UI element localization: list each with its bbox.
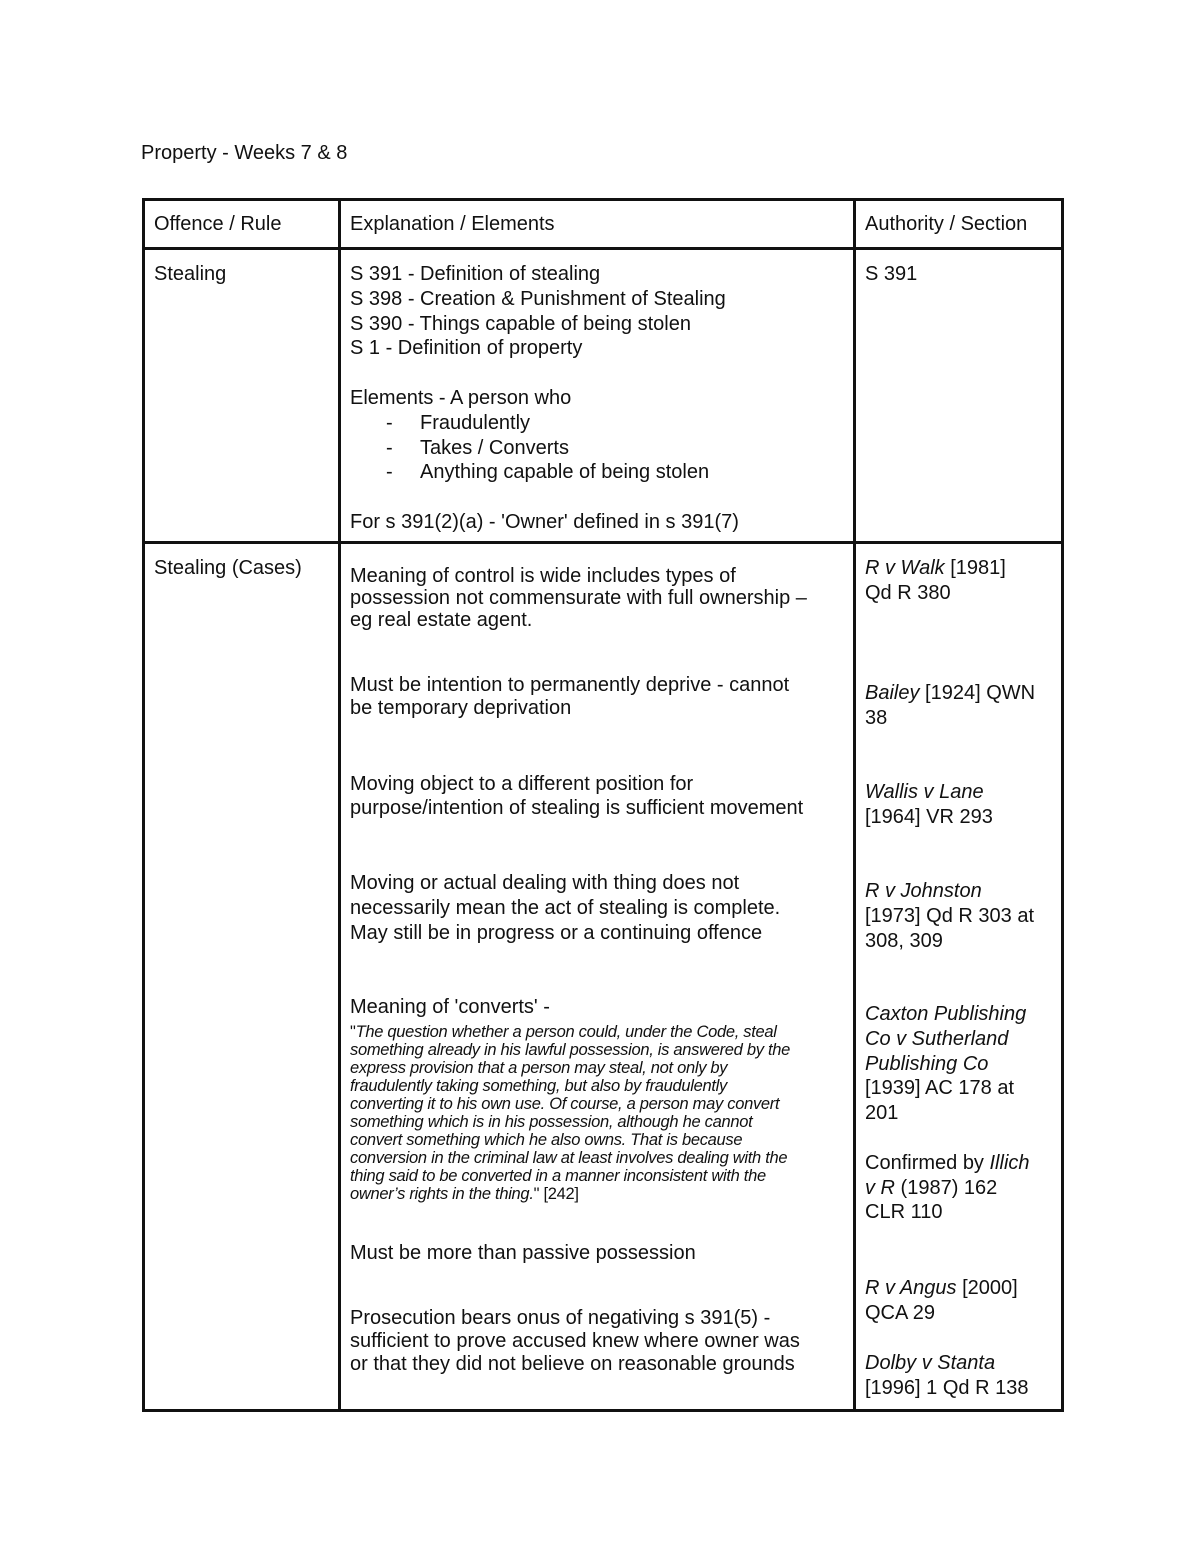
quote-open: " xyxy=(350,1023,356,1041)
case-name: Illich xyxy=(989,1151,1030,1174)
authority-label: S 391 xyxy=(865,263,918,285)
quote-block xyxy=(350,1023,845,1203)
citation: (1987) 162 xyxy=(895,1176,998,1199)
citation: CLR 110 xyxy=(865,1201,943,1224)
authority-angus xyxy=(865,1276,1018,1326)
explanation-converts xyxy=(350,995,845,1203)
explanation-control xyxy=(350,565,807,631)
elements-list xyxy=(350,411,849,485)
quote-line: convert something which he also owns. That is because xyxy=(350,1131,743,1149)
text-line: Meaning of control is wide includes types of xyxy=(350,565,736,587)
table-row-stealing-cases xyxy=(144,543,1063,1411)
text-line: or that they did not believe on reasonable grounds xyxy=(350,1353,795,1375)
quote-line: fraudulently taking something, but also by fraudulently xyxy=(350,1077,727,1095)
text-line: Must be intention to permanently deprive - cannot xyxy=(350,674,790,696)
list-item xyxy=(350,460,849,485)
quote-line: something already in his lawful possession, is answered by the xyxy=(350,1041,790,1059)
element-label: Takes / Converts xyxy=(420,436,569,459)
authority-walk xyxy=(865,556,1006,606)
citation: [1981] xyxy=(944,557,1006,579)
offence-label: Stealing xyxy=(154,263,227,285)
citation: [1924] QWN xyxy=(919,682,1036,704)
case-name: Caxton Publishing xyxy=(865,1003,1027,1025)
citation: [1996] 1 Qd R 138 xyxy=(865,1376,1029,1399)
explanation-onus xyxy=(350,1307,800,1376)
case-name: Co v Sutherland xyxy=(865,1027,1009,1050)
case-name: v R xyxy=(865,1176,895,1199)
element-label: Anything capable of being stolen xyxy=(420,461,710,484)
citation: 38 xyxy=(865,706,888,729)
header-explanation xyxy=(340,200,855,249)
cell-offence-cases xyxy=(144,543,340,1411)
citation: [2000] xyxy=(956,1277,1018,1299)
explanation-movement xyxy=(350,772,803,820)
explanation-dealing xyxy=(350,871,780,946)
quote-line: express provision that a person may steal, not only by xyxy=(350,1059,728,1077)
case-name: Bailey xyxy=(865,682,920,704)
text-line: Prosecution bears onus of negativing s 391(5) - xyxy=(350,1307,771,1329)
citation: [1939] AC 178 at xyxy=(865,1077,1015,1100)
cell-offence-stealing xyxy=(144,249,340,543)
case-name: Dolby v Stanta xyxy=(865,1352,996,1374)
quote-close: " [242] xyxy=(533,1185,579,1203)
case-name: Wallis v Lane xyxy=(865,781,984,803)
element-label: Fraudulently xyxy=(420,411,531,434)
owner-note: For s 391(2)(a) - 'Owner' defined in s 391(7) xyxy=(350,510,739,533)
header-offence xyxy=(144,200,340,249)
confirmed-label: Confirmed by xyxy=(865,1151,990,1174)
quote-line: something which is in his possession, although he cannot xyxy=(350,1113,753,1131)
header-authority-label: Authority / Section xyxy=(865,213,1028,235)
citation: 201 xyxy=(865,1102,899,1125)
text-line: May still be in progress or a continuing offence xyxy=(350,922,763,944)
text-line: be temporary deprivation xyxy=(350,697,572,719)
cell-explanation-stealing xyxy=(340,249,855,543)
authority-dolby xyxy=(865,1351,1028,1401)
cell-authority-cases xyxy=(855,543,1063,1411)
elements-intro: Elements - A person who xyxy=(350,386,572,409)
text-line: purpose/intention of stealing is sufficient movement xyxy=(350,797,804,819)
list-item xyxy=(350,436,849,461)
list-item xyxy=(350,411,849,436)
text-line: necessarily mean the act of stealing is complete. xyxy=(350,897,781,919)
document-title: Property - Weeks 7 & 8 xyxy=(141,142,348,164)
authority-caxton xyxy=(865,1002,1030,1225)
citation: [1964] VR 293 xyxy=(865,805,993,828)
section-line: S 391 - Definition of stealing xyxy=(350,263,601,285)
converts-heading: Meaning of 'converts' - xyxy=(350,996,550,1018)
offence-label: Stealing (Cases) xyxy=(154,557,302,579)
quote-line: The question whether a person could, under the Code, steal xyxy=(355,1023,777,1041)
section-line: S 390 - Things capable of being stolen xyxy=(350,312,691,335)
cell-authority-stealing xyxy=(855,249,1063,543)
case-name: Publishing Co xyxy=(865,1052,989,1075)
section-line: S 398 - Creation & Punishment of Stealing xyxy=(350,287,726,310)
citation: Qd R 380 xyxy=(865,581,951,604)
text-line: sufficient to prove accused knew where owner was xyxy=(350,1330,800,1352)
quote-line: converting it to his own use. Of course, a person may convert xyxy=(350,1095,780,1113)
explanation-intention xyxy=(350,674,789,720)
text-line: possession not commensurate with full ownership – xyxy=(350,587,807,609)
quote-line: conversion in the criminal law at least involves dealing with the xyxy=(350,1149,788,1167)
cell-explanation-cases xyxy=(340,543,855,1411)
authority-wallis xyxy=(865,780,993,830)
case-name: R v Angus xyxy=(865,1277,957,1299)
header-authority xyxy=(855,200,1063,249)
table-row-stealing xyxy=(144,249,1063,543)
text-line: Moving or actual dealing with thing does not xyxy=(350,872,740,894)
header-explanation-label: Explanation / Elements xyxy=(350,213,555,235)
section-line: S 1 - Definition of property xyxy=(350,337,583,360)
text-line: eg real estate agent. xyxy=(350,609,533,631)
dash-bullet: - xyxy=(386,411,393,434)
case-name: R v Walk xyxy=(865,557,945,579)
case-name: R v Johnston xyxy=(865,880,982,902)
dash-bullet: - xyxy=(386,436,393,459)
quote-line: owner’s rights in the thing. xyxy=(350,1185,534,1203)
dash-bullet: - xyxy=(386,461,393,484)
table-header-row xyxy=(144,200,1063,249)
citation: 308, 309 xyxy=(865,929,943,952)
explanation-passive: Must be more than passive possession xyxy=(350,1242,696,1264)
authority-bailey xyxy=(865,681,1035,731)
offences-table xyxy=(142,198,1064,1412)
text-line: Moving object to a different position for xyxy=(350,773,694,795)
authority-johnston xyxy=(865,879,1034,953)
citation: [1973] Qd R 303 at xyxy=(865,904,1035,927)
quote-line: thing said to be converted in a manner inconsistent with the xyxy=(350,1167,766,1185)
citation: QCA 29 xyxy=(865,1301,936,1324)
header-offence-label: Offence / Rule xyxy=(154,213,282,235)
